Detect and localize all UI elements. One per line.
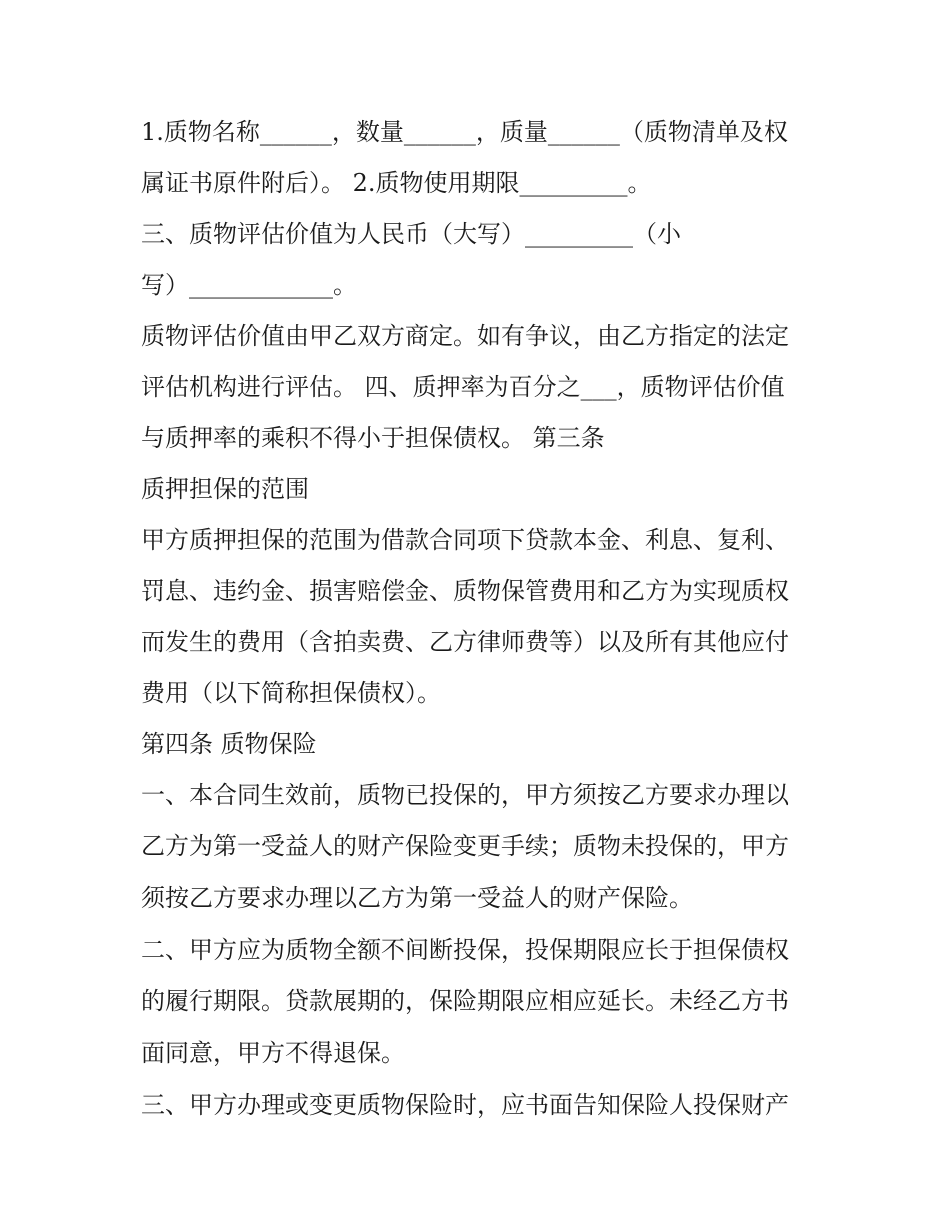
document-body bbox=[141, 107, 821, 1131]
text-line: 写）____________。 bbox=[141, 271, 357, 299]
text-line: 1.质物名称______，数量______，质量______（质物清单及权 bbox=[141, 118, 788, 146]
text-line: 罚息、违约金、损害赔偿金、质物保管费用和乙方为实现质权 bbox=[141, 577, 789, 605]
text-line: 属证书原件附后）。 2.质物使用期限_________。 bbox=[141, 169, 652, 197]
text-line: 费用（以下简称担保债权）。 bbox=[141, 679, 441, 707]
text-line: 乙方为第一受益人的财产保险变更手续；质物未投保的，甲方 bbox=[141, 832, 789, 860]
text-line: 一、本合同生效前，质物已投保的，甲方须按乙方要求办理以 bbox=[141, 781, 789, 809]
section-heading: 第四条 质物保险 bbox=[141, 730, 317, 758]
text-line: 的履行期限。贷款展期的，保险期限应相应延长。未经乙方书 bbox=[141, 987, 789, 1015]
text-line: 而发生的费用（含拍卖费、乙方律师费等）以及所有其他应付 bbox=[141, 628, 789, 656]
text-line: 二、甲方应为质物全额不间断投保，投保期限应长于担保债权 bbox=[141, 936, 789, 964]
text-line: 三、质物评估价值为人民币（大写）_________（小 bbox=[141, 220, 681, 248]
text-line: 三、甲方办理或变更质物保险时，应书面告知保险人投保财产 bbox=[141, 1091, 789, 1119]
text-line: 评估机构进行评估。 四、质押率为百分之___，质物评估价值 bbox=[141, 373, 785, 401]
text-line: 甲方质押担保的范围为借款合同项下贷款本金、利息、复利、 bbox=[141, 526, 789, 554]
text-line: 与质押率的乘积不得小于担保债权。 第三条 bbox=[141, 424, 605, 452]
text-line: 面同意，甲方不得退保。 bbox=[141, 1039, 405, 1067]
section-heading: 质押担保的范围 bbox=[141, 475, 309, 503]
text-line: 质物评估价值由甲乙双方商定。如有争议，由乙方指定的法定 bbox=[141, 322, 789, 350]
text-line: 须按乙方要求办理以乙方为第一受益人的财产保险。 bbox=[141, 884, 693, 912]
